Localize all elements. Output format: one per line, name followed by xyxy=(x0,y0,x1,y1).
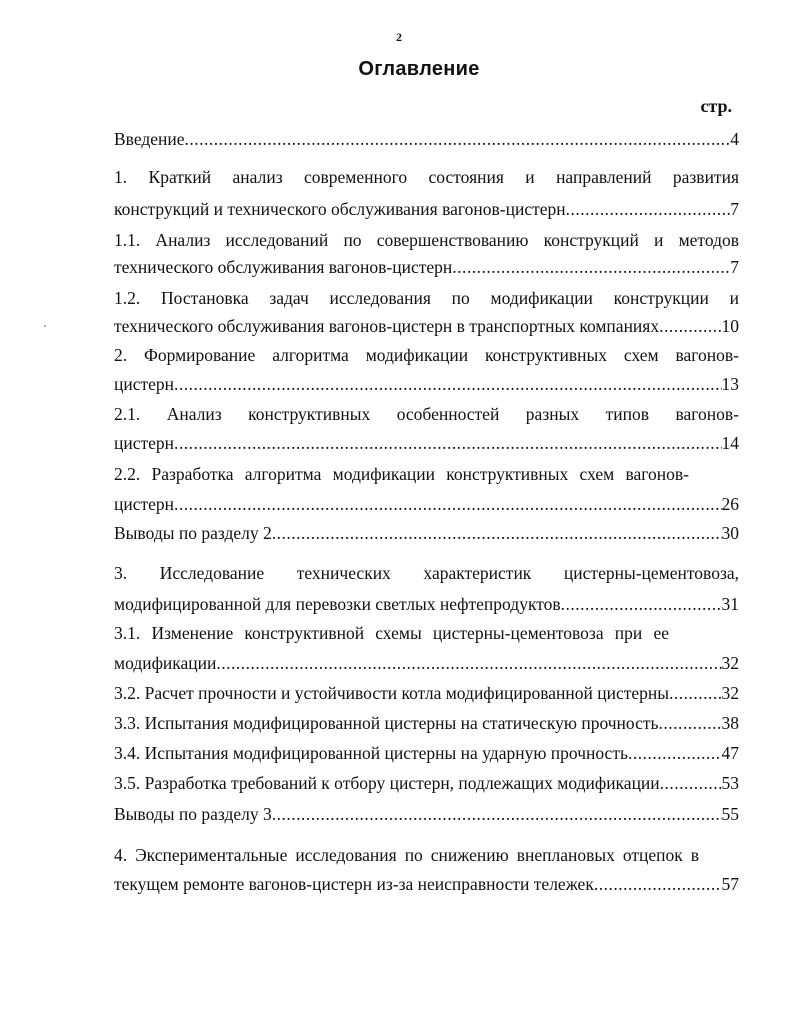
toc-entry-text: 3.4. Испытания модифицированной цистерны на ударную прочность xyxy=(114,743,628,763)
toc-entry-text: Введение xyxy=(114,129,185,149)
page-number: 2 xyxy=(396,30,402,44)
page-title: Оглавление xyxy=(358,58,480,80)
toc-entry-text: 1.2. Постановка задач исследования по модификации конструкции и xyxy=(114,288,739,308)
toc-entry-page: 26 xyxy=(721,494,739,514)
toc-entry-conclusions-3[interactable] xyxy=(114,801,739,827)
toc-entry-section-3-4[interactable] xyxy=(114,740,739,766)
toc-entry-section-1-2[interactable] xyxy=(114,285,739,311)
leader-dots xyxy=(452,254,730,280)
toc-entry-section-2-1-cont[interactable] xyxy=(114,430,739,456)
toc-entry-section-3-3[interactable] xyxy=(114,710,739,736)
toc-entry-text: 4. Экспериментальные исследования по снижению внеплановых отцепок в xyxy=(114,845,699,865)
leader-dots xyxy=(185,126,731,152)
toc-entry-page: 10 xyxy=(721,316,739,336)
toc-entry-page: 47 xyxy=(721,743,739,763)
leader-dots xyxy=(216,650,721,676)
toc-entry-page: 32 xyxy=(721,653,739,673)
leader-dots xyxy=(660,770,722,796)
toc-entry-text: 3. Исследование технических характеристик цистерны-цементовоза, xyxy=(114,563,739,583)
toc-entry-page: 7 xyxy=(730,199,739,219)
toc-entry-page: 32 xyxy=(721,683,739,703)
toc-entry-chapter-1[interactable] xyxy=(114,164,739,190)
toc-entry-section-1-2-cont[interactable] xyxy=(114,313,739,339)
toc-entry-page: 13 xyxy=(721,374,739,394)
toc-entry-section-1-1-cont[interactable] xyxy=(114,254,739,280)
toc-entry-text: конструкций и технического обслуживания вагонов-цистерн xyxy=(114,199,566,219)
toc-entry-chapter-2-cont[interactable] xyxy=(114,371,739,397)
toc-entry-page: 30 xyxy=(721,523,739,543)
toc-entry-text: цистерн xyxy=(114,494,175,514)
toc-entry-page: 14 xyxy=(721,433,739,453)
toc-entry-section-3-5[interactable] xyxy=(114,770,739,796)
leader-dots xyxy=(628,740,722,766)
toc-entry-chapter-3[interactable] xyxy=(114,560,739,586)
toc-entry-section-3-1[interactable] xyxy=(114,620,739,646)
leader-dots xyxy=(174,371,721,397)
toc-entry-page: 55 xyxy=(721,804,739,824)
leader-dots xyxy=(174,430,721,456)
toc-entry-chapter-3-cont[interactable] xyxy=(114,591,739,617)
toc-entry-chapter-4[interactable] xyxy=(114,842,739,868)
toc-entry-section-2-2[interactable] xyxy=(114,461,739,487)
leader-dots xyxy=(659,710,722,736)
toc-entry-text: 1.1. Анализ исследований по совершенствованию конструкций и методов xyxy=(114,230,739,250)
toc-entry-page: 38 xyxy=(721,713,739,733)
toc-entry-text: цистерн xyxy=(114,374,175,394)
leader-dots xyxy=(659,313,721,339)
toc-entry-text: текущем ремонте вагонов-цистерн из-за неисправности тележек xyxy=(114,874,594,894)
toc-entry-text: Выводы по разделу 3 xyxy=(114,804,272,824)
page-column-label: стр. xyxy=(700,96,732,116)
toc-entry-text: 2. Формирование алгоритма модификации конструктивных схем вагонов- xyxy=(114,345,739,365)
toc-entry-text: Выводы по разделу 2 xyxy=(114,523,272,543)
toc-entry-text: 1. Краткий анализ современного состояния и направлений развития xyxy=(114,167,739,187)
toc-entry-text: 3.2. Расчет прочности и устойчивости котла модифицированной цистерны xyxy=(114,683,670,703)
toc-entry-section-1-1[interactable] xyxy=(114,227,739,253)
leader-dots xyxy=(272,520,722,546)
scan-speck xyxy=(44,325,46,327)
leader-dots xyxy=(669,680,721,706)
toc-entry-introduction[interactable] xyxy=(114,126,739,152)
toc-entry-text: модифицированной для перевозки светлых нефтепродуктов xyxy=(114,594,561,614)
toc-entry-page: 31 xyxy=(721,594,739,614)
toc-entry-text: 2.2. Разработка алгоритма модификации конструктивных схем вагонов- xyxy=(114,464,689,484)
toc-entry-section-3-1-cont[interactable] xyxy=(114,650,739,676)
leader-dots xyxy=(594,871,722,897)
toc-entry-section-2-2-cont[interactable] xyxy=(114,491,739,517)
toc-entry-text: 3.3. Испытания модифицированной цистерны на статическую прочность xyxy=(114,713,659,733)
toc-entry-page: 53 xyxy=(721,773,739,793)
toc-entry-conclusions-2[interactable] xyxy=(114,520,739,546)
toc-entry-page: 7 xyxy=(730,257,739,277)
toc-entry-page: 4 xyxy=(730,129,739,149)
toc-entry-chapter-4-cont[interactable] xyxy=(114,871,739,897)
toc-entry-text: модификации xyxy=(114,653,217,673)
leader-dots xyxy=(561,591,722,617)
leader-dots xyxy=(174,491,721,517)
toc-entry-chapter-2[interactable] xyxy=(114,342,739,368)
toc-entry-chapter-1-cont[interactable] xyxy=(114,196,739,222)
toc-entry-page: 57 xyxy=(721,874,739,894)
toc-entry-text: цистерн xyxy=(114,433,175,453)
leader-dots xyxy=(566,196,731,222)
toc-entry-section-3-2[interactable] xyxy=(114,680,739,706)
leader-dots xyxy=(272,801,722,827)
toc-entry-text: 2.1. Анализ конструктивных особенностей разных типов вагонов- xyxy=(114,404,739,424)
toc-entry-text: 3.5. Разработка требований к отбору цистерн, подлежащих модификации xyxy=(114,773,660,793)
toc-entry-text: 3.1. Изменение конструктивной схемы цистерны-цементовоза при ее xyxy=(114,623,669,643)
toc-entry-text: технического обслуживания вагонов-цистерн xyxy=(114,257,453,277)
toc-entry-section-2-1[interactable] xyxy=(114,401,739,427)
toc-entry-text: технического обслуживания вагонов-цистерн в транспортных компаниях xyxy=(114,316,660,336)
